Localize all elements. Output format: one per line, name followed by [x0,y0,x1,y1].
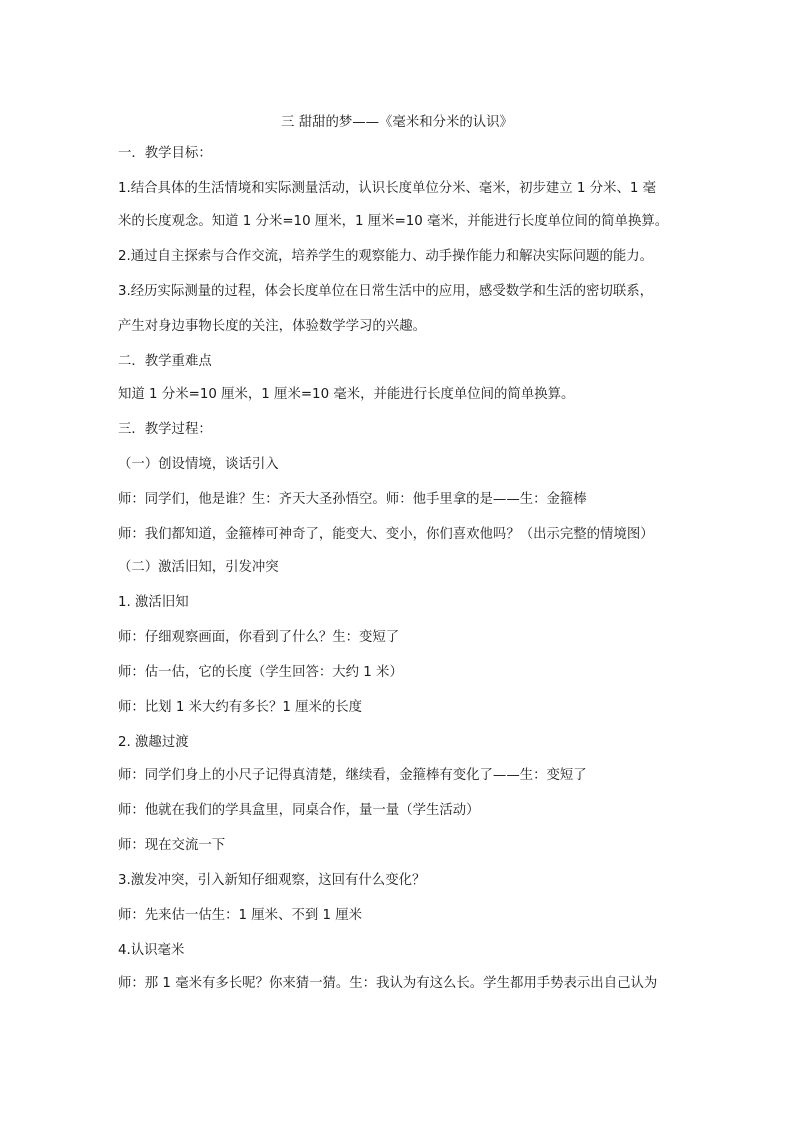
dialogue-line: 师：现在交流一下 [118,838,226,853]
subsection-heading-1: （一）创设情境，谈话引入 [118,457,279,472]
step-heading-3: 3.激发冲突，引入新知仔细观察，这回有什么变化？ [118,873,426,888]
objective-3-line-1: 3.经历实际测量的过程，体会长度单位在日常生活中的应用，感受数学和生活的密切联系， [118,284,654,299]
section-heading-objectives: 一．教学目标： [118,146,212,161]
dialogue-line: 师：先来估一估生：1 厘米、不到 1 厘米 [118,908,363,923]
dialogue-line: 师：他就在我们的学具盒里，同桌合作，量一量（学生活动） [118,803,480,818]
subsection-heading-2: （二）激活旧知，引发冲突 [118,560,279,575]
key-points-text: 知道 1 分米=10 厘米，1 厘米=10 毫米，并能进行长度单位间的简单换算。 [118,387,575,402]
objective-2: 2.通过自主探索与合作交流，培养学生的观察能力、动手操作能力和解决实际问题的能力。 [118,249,654,264]
step-heading-4: 4.认识毫米 [118,943,185,958]
lesson-title: 三 甜甜的梦——《毫米和分米的认识》 [281,115,513,130]
objective-1-line-2: 米的长度观念。知道 1 分米=10 厘米，1 厘米=10 毫米，并能进行长度单位间的简单换算。 [118,214,669,229]
dialogue-line: 师：同学们身上的小尺子记得真清楚，继续看，金箍棒有变化了——生：变短了 [118,768,587,783]
dialogue-line: 师：我们都知道，金箍棒可神奇了，能变大、变小，你们喜欢他吗？（出示完整的情境图） [118,527,654,542]
objective-3-line-2: 产生对身边事物长度的关注，体验数学学习的兴趣。 [118,319,426,334]
dialogue-line: 师：同学们，他是谁？生：齐天大圣孙悟空。师：他手里拿的是——生：金箍棒 [118,492,587,507]
section-heading-process: 三．教学过程： [118,422,212,437]
objective-1-line-1: 1.结合具体的生活情境和实际测量活动，认识长度单位分米、毫米，初步建立 1 分米、1 毫 [118,181,657,196]
dialogue-line: 师：仔细观察画面，你看到了什么？生：变短了 [118,630,400,645]
step-heading-1: 1. 激活旧知 [118,595,189,610]
dialogue-line: 师：估一估，它的长度（学生回答：大约 1 米） [118,665,403,680]
dialogue-line: 师：比划 1 米大约有多长？1 厘米的长度 [118,700,363,715]
dialogue-line: 师：那 1 毫米有多长呢？你来猜一猜。生：我认为有这么长。学生都用手势表示出自己认为 [118,976,658,991]
step-heading-2: 2. 激趣过渡 [118,735,189,750]
section-heading-key-points: 二．教学重难点 [118,354,212,369]
